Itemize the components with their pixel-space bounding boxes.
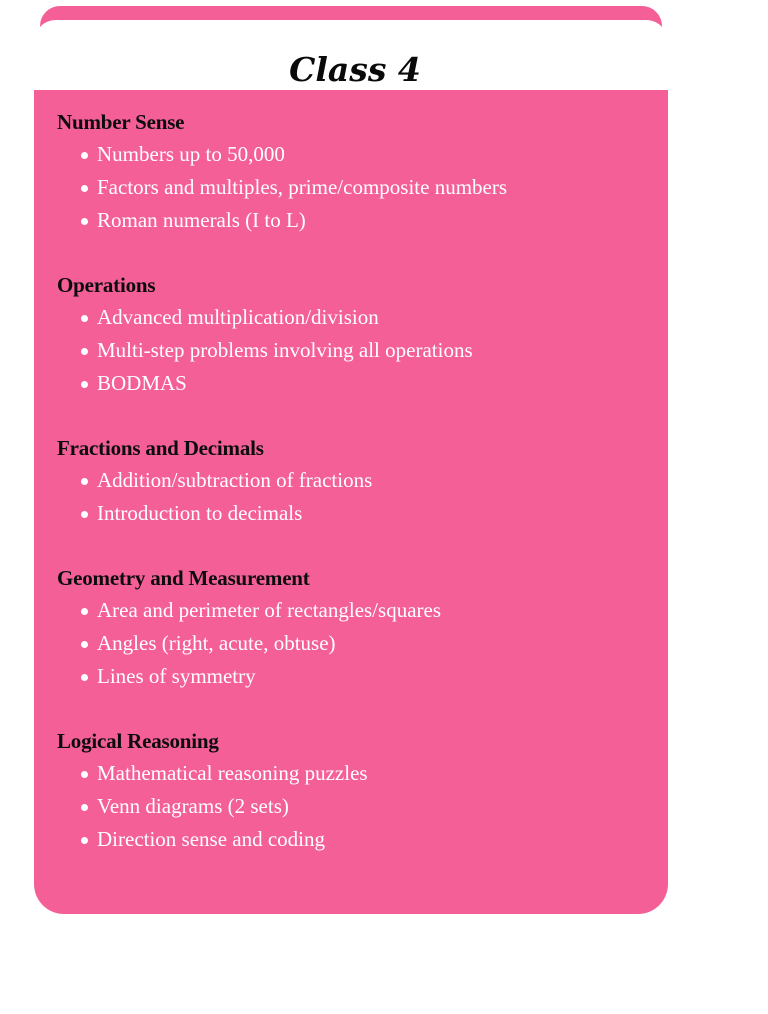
bullet-icon <box>81 185 88 192</box>
list-item <box>57 301 668 334</box>
list-item <box>57 823 668 856</box>
list-item <box>57 790 668 823</box>
list-item <box>57 497 668 530</box>
list-item <box>57 367 668 400</box>
page-title: Class 4 <box>289 50 421 89</box>
section-heading: Operations <box>57 273 156 297</box>
list-item <box>57 334 668 367</box>
topic-list <box>57 594 668 693</box>
section-geometry-and-measurement <box>57 563 668 693</box>
list-item-text: Introduction to decimals <box>97 501 303 525</box>
list-item <box>57 171 668 204</box>
list-item-text: Angles (right, acute, obtuse) <box>97 631 336 655</box>
card-header <box>34 20 668 90</box>
list-item-text: Multi-step problems involving all operations <box>97 338 473 362</box>
list-item-text: Mathematical reasoning puzzles <box>97 761 368 785</box>
curriculum-card <box>34 90 668 914</box>
section-heading: Logical Reasoning <box>57 729 219 753</box>
bullet-icon <box>81 152 88 159</box>
bullet-icon <box>81 837 88 844</box>
list-item <box>57 594 668 627</box>
list-item <box>57 464 668 497</box>
topic-list <box>57 757 668 856</box>
section-logical-reasoning <box>57 726 668 856</box>
section-heading: Fractions and Decimals <box>57 436 264 460</box>
list-item-text: Area and perimeter of rectangles/squares <box>97 598 441 622</box>
section-heading: Geometry and Measurement <box>57 566 310 590</box>
bullet-icon <box>81 218 88 225</box>
bullet-icon <box>81 674 88 681</box>
list-item-text: Factors and multiples, prime/composite numbers <box>97 175 508 199</box>
bullet-icon <box>81 315 88 322</box>
list-item-text: Addition/subtraction of fractions <box>97 468 373 492</box>
section-operations <box>57 270 668 400</box>
bullet-icon <box>81 478 88 485</box>
section-heading: Number Sense <box>57 110 185 134</box>
list-item-text: BODMAS <box>97 371 187 395</box>
list-item-text: Roman numerals (I to L) <box>97 208 306 232</box>
list-item <box>57 204 668 237</box>
bullet-icon <box>81 804 88 811</box>
bullet-icon <box>81 641 88 648</box>
list-item <box>57 627 668 660</box>
bullet-icon <box>81 511 88 518</box>
bullet-icon <box>81 771 88 778</box>
bullet-icon <box>81 348 88 355</box>
bullet-icon <box>81 381 88 388</box>
list-item <box>57 757 668 790</box>
list-item-text: Lines of symmetry <box>97 664 256 688</box>
list-item-text: Numbers up to 50,000 <box>97 142 285 166</box>
topic-list <box>57 464 668 530</box>
topic-list <box>57 138 668 237</box>
topic-list <box>57 301 668 400</box>
list-item <box>57 138 668 171</box>
list-item-text: Direction sense and coding <box>97 827 326 851</box>
list-item <box>57 660 668 693</box>
list-item-text: Advanced multiplication/division <box>97 305 379 329</box>
section-fractions-and-decimals <box>57 433 668 530</box>
list-item-text: Venn diagrams (2 sets) <box>97 794 289 818</box>
bullet-icon <box>81 608 88 615</box>
section-number-sense <box>57 107 668 237</box>
